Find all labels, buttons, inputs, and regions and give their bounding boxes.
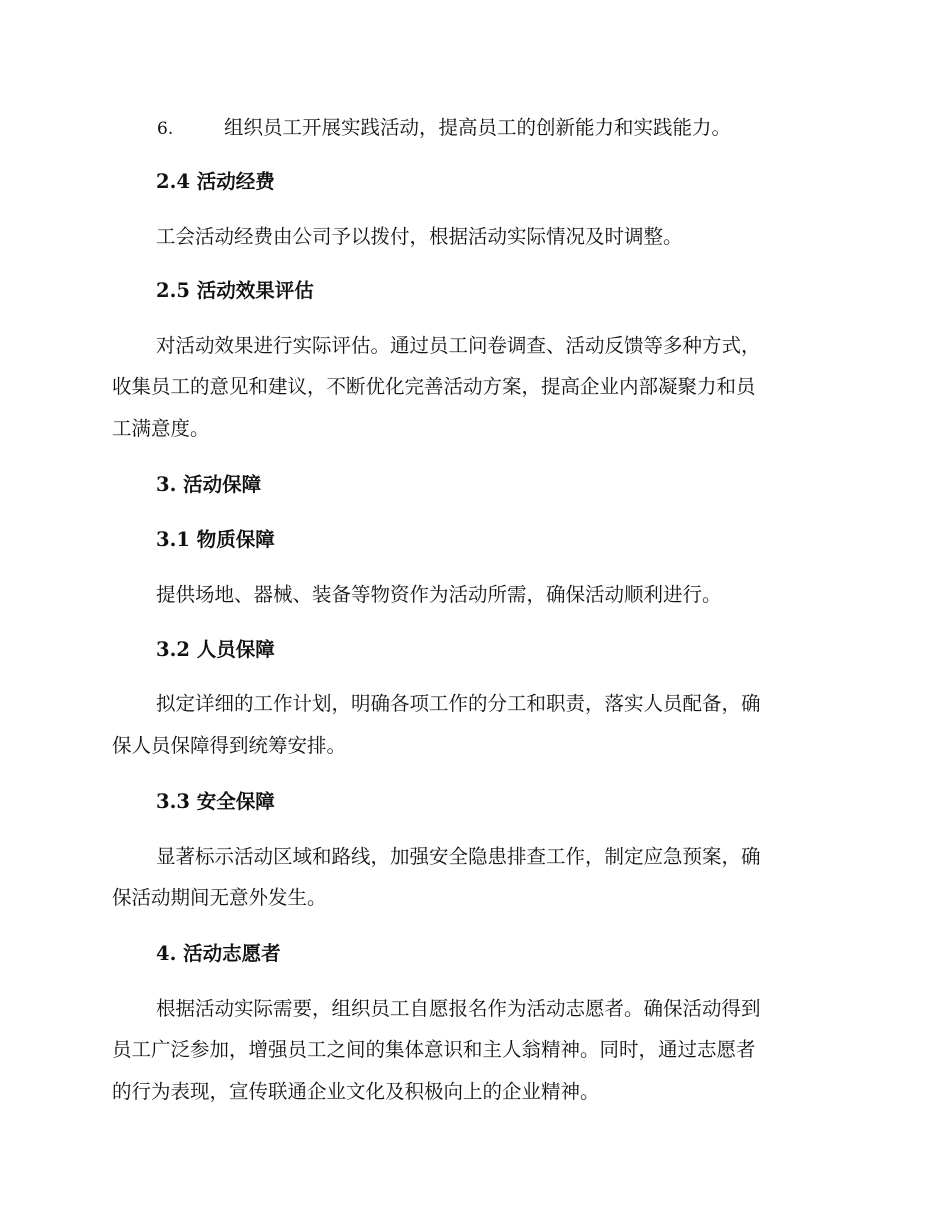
paragraph-line: 员工广泛参加，增强员工之间的集体意识和主人翁精神。同时，通过志愿者 <box>112 1038 756 1061</box>
list-item-text: 组织员工开展实践活动，提高员工的创新能力和实践能力。 <box>224 116 732 139</box>
paragraph-line: 的行为表现，宣传联通企业文化及积极向上的企业精神。 <box>112 1080 600 1103</box>
paragraph-line: 工满意度。 <box>112 417 210 440</box>
paragraph-line: 对活动效果进行实际评估。通过员工问卷调查、活动反馈等多种方式， <box>156 334 761 357</box>
section-heading-2-4: 2.4 活动经费 <box>156 170 275 193</box>
paragraph-line: 工会活动经费由公司予以拨付，根据活动实际情况及时调整。 <box>156 225 683 248</box>
paragraph-line: 收集员工的意见和建议，不断优化完善活动方案，提高企业内部凝聚力和员 <box>112 375 756 398</box>
section-heading-4: 4. 活动志愿者 <box>156 942 281 965</box>
paragraph-line: 提供场地、器械、装备等物资作为活动所需，确保活动顺利进行。 <box>156 583 722 606</box>
paragraph-line: 根据活动实际需要，组织员工自愿报名作为活动志愿者。确保活动得到 <box>156 997 761 1020</box>
list-item-number: 6. <box>157 119 174 139</box>
section-heading-3-1: 3.1 物质保障 <box>156 528 275 551</box>
paragraph-line: 保人员保障得到统筹安排。 <box>112 734 347 757</box>
paragraph-line: 拟定详细的工作计划，明确各项工作的分工和职责，落实人员配备，确 <box>156 692 761 715</box>
section-heading-3-2: 3.2 人员保障 <box>156 638 275 661</box>
paragraph-line: 显著标示活动区域和路线，加强安全隐患排查工作，制定应急预案，确 <box>156 845 761 868</box>
section-heading-2-5: 2.5 活动效果评估 <box>156 279 314 302</box>
paragraph-line: 保活动期间无意外发生。 <box>112 886 327 909</box>
section-heading-3-3: 3.3 安全保障 <box>156 790 275 813</box>
section-heading-3: 3. 活动保障 <box>156 473 262 496</box>
